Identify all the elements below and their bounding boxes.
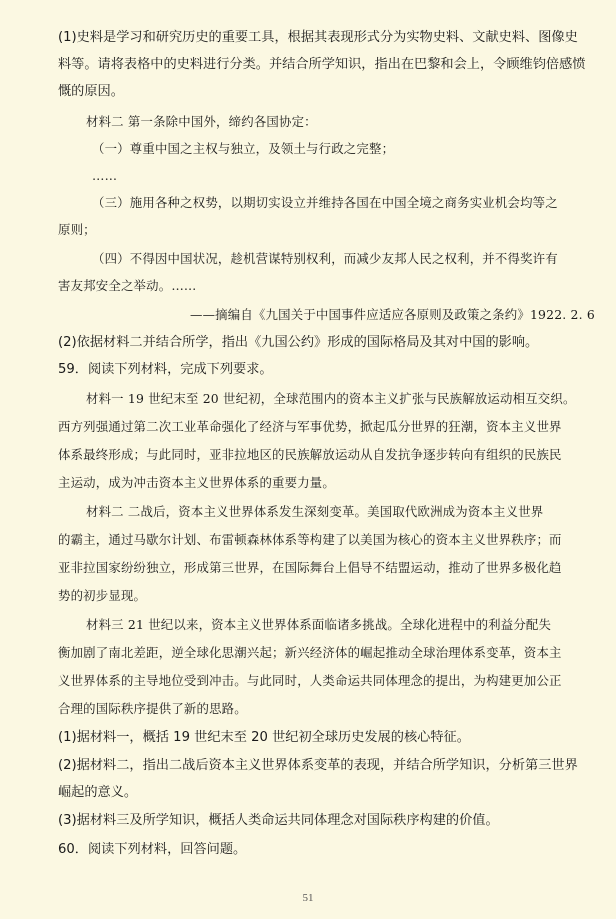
page-number: 51: [302, 892, 314, 904]
question-text: (2)依据材料二并结合所学，指出《九国公约》形成的国际格局及其对中国的影响。: [58, 335, 539, 350]
material-text: 势的初步显现。: [58, 588, 147, 603]
material-text: ……: [92, 168, 118, 183]
question-text: (3)据材料三及所学知识，概括人类命运共同体理念对国际秩序构建的价值。: [58, 813, 499, 828]
material-text: 的霸主，通过马歇尔计划、布雷顿森林体系等构建了以美国为核心的资本主义世界秩序；而: [58, 532, 562, 547]
material-text: 西方列强通过第二次工业革命强化了经济与军事优势，掀起瓜分世界的狂潮，资本主义世界: [58, 419, 562, 434]
question-text: (2)据材料二，指出二战后资本主义世界体系变革的表现，并结合所学知识，分析第三世界: [58, 758, 578, 773]
material-text: 害友邦安全之举动。……: [58, 278, 197, 293]
material-text: 原则；: [58, 222, 96, 237]
material-text: （一）尊重中国之主权与独立，及领土与行政之完整；: [92, 141, 395, 156]
material-text: 亚非拉国家纷纷独立，形成第三世界，在国际舞台上倡导不结盟运动，推动了世界多极化趋: [58, 560, 562, 575]
material-text: （三）施用各种之权势，以期切实设立并维持各国在中国全境之商务实业机会均等之: [92, 195, 558, 210]
question-header: 60．阅读下列材料，回答问题。: [58, 842, 247, 857]
material-text: 材料二 二战后，资本主义世界体系发生深刻变革。美国取代欧洲成为资本主义世界: [86, 504, 544, 519]
question-text: 慨的原因。: [58, 84, 124, 99]
question-text: (1)据材料一，概括 19 世纪末至 20 世纪初全球历史发展的核心特征。: [58, 730, 470, 745]
material-text: 衡加剧了南北差距，逆全球化思潮兴起；新兴经济体的崛起推动全球治理体系变革，资本主: [58, 645, 562, 660]
question-text: (1)史料是学习和研究历史的重要工具，根据其表现形式分为实物史料、文献史料、图像史: [58, 30, 578, 45]
question-text: 崛起的意义。: [58, 785, 138, 800]
material-text: 合理的国际秩序提供了新的思路。: [58, 701, 247, 716]
material-text: 体系最终形成；与此同时，亚非拉地区的民族解放运动从自发抗争逐步转向有组织的民族民: [58, 447, 562, 462]
material-text: 材料二 第一条除中国外，缔约各国协定：: [86, 114, 317, 129]
material-text: 材料一 19 世纪末至 20 世纪初，全球范围内的资本主义扩张与民族解放运动相互交织。: [86, 391, 576, 406]
question-header: 59．阅读下列材料，完成下列要求。: [58, 362, 273, 377]
material-text: （四）不得因中国状况，趁机营谋特别权利，而减少友邦人民之权利，并不得奖许有: [92, 251, 558, 266]
question-text: 料等。请将表格中的史料进行分类。并结合所学知识，指出在巴黎和会上，令顾维钧倍感愤: [58, 57, 586, 72]
material-text: 材料三 21 世纪以来，资本主义世界体系面临诸多挑战。全球化进程中的利益分配失: [86, 617, 552, 632]
material-source: ——摘编自《九国关于中国事件应适应各原则及政策之条约》1922. 2. 6: [190, 307, 596, 322]
material-text: 主运动，成为冲击资本主义世界体系的重要力量。: [58, 475, 335, 490]
material-text: 义世界体系的主导地位受到冲击。与此同时，人类命运共同体理念的提出，为构建更加公正: [58, 673, 562, 688]
